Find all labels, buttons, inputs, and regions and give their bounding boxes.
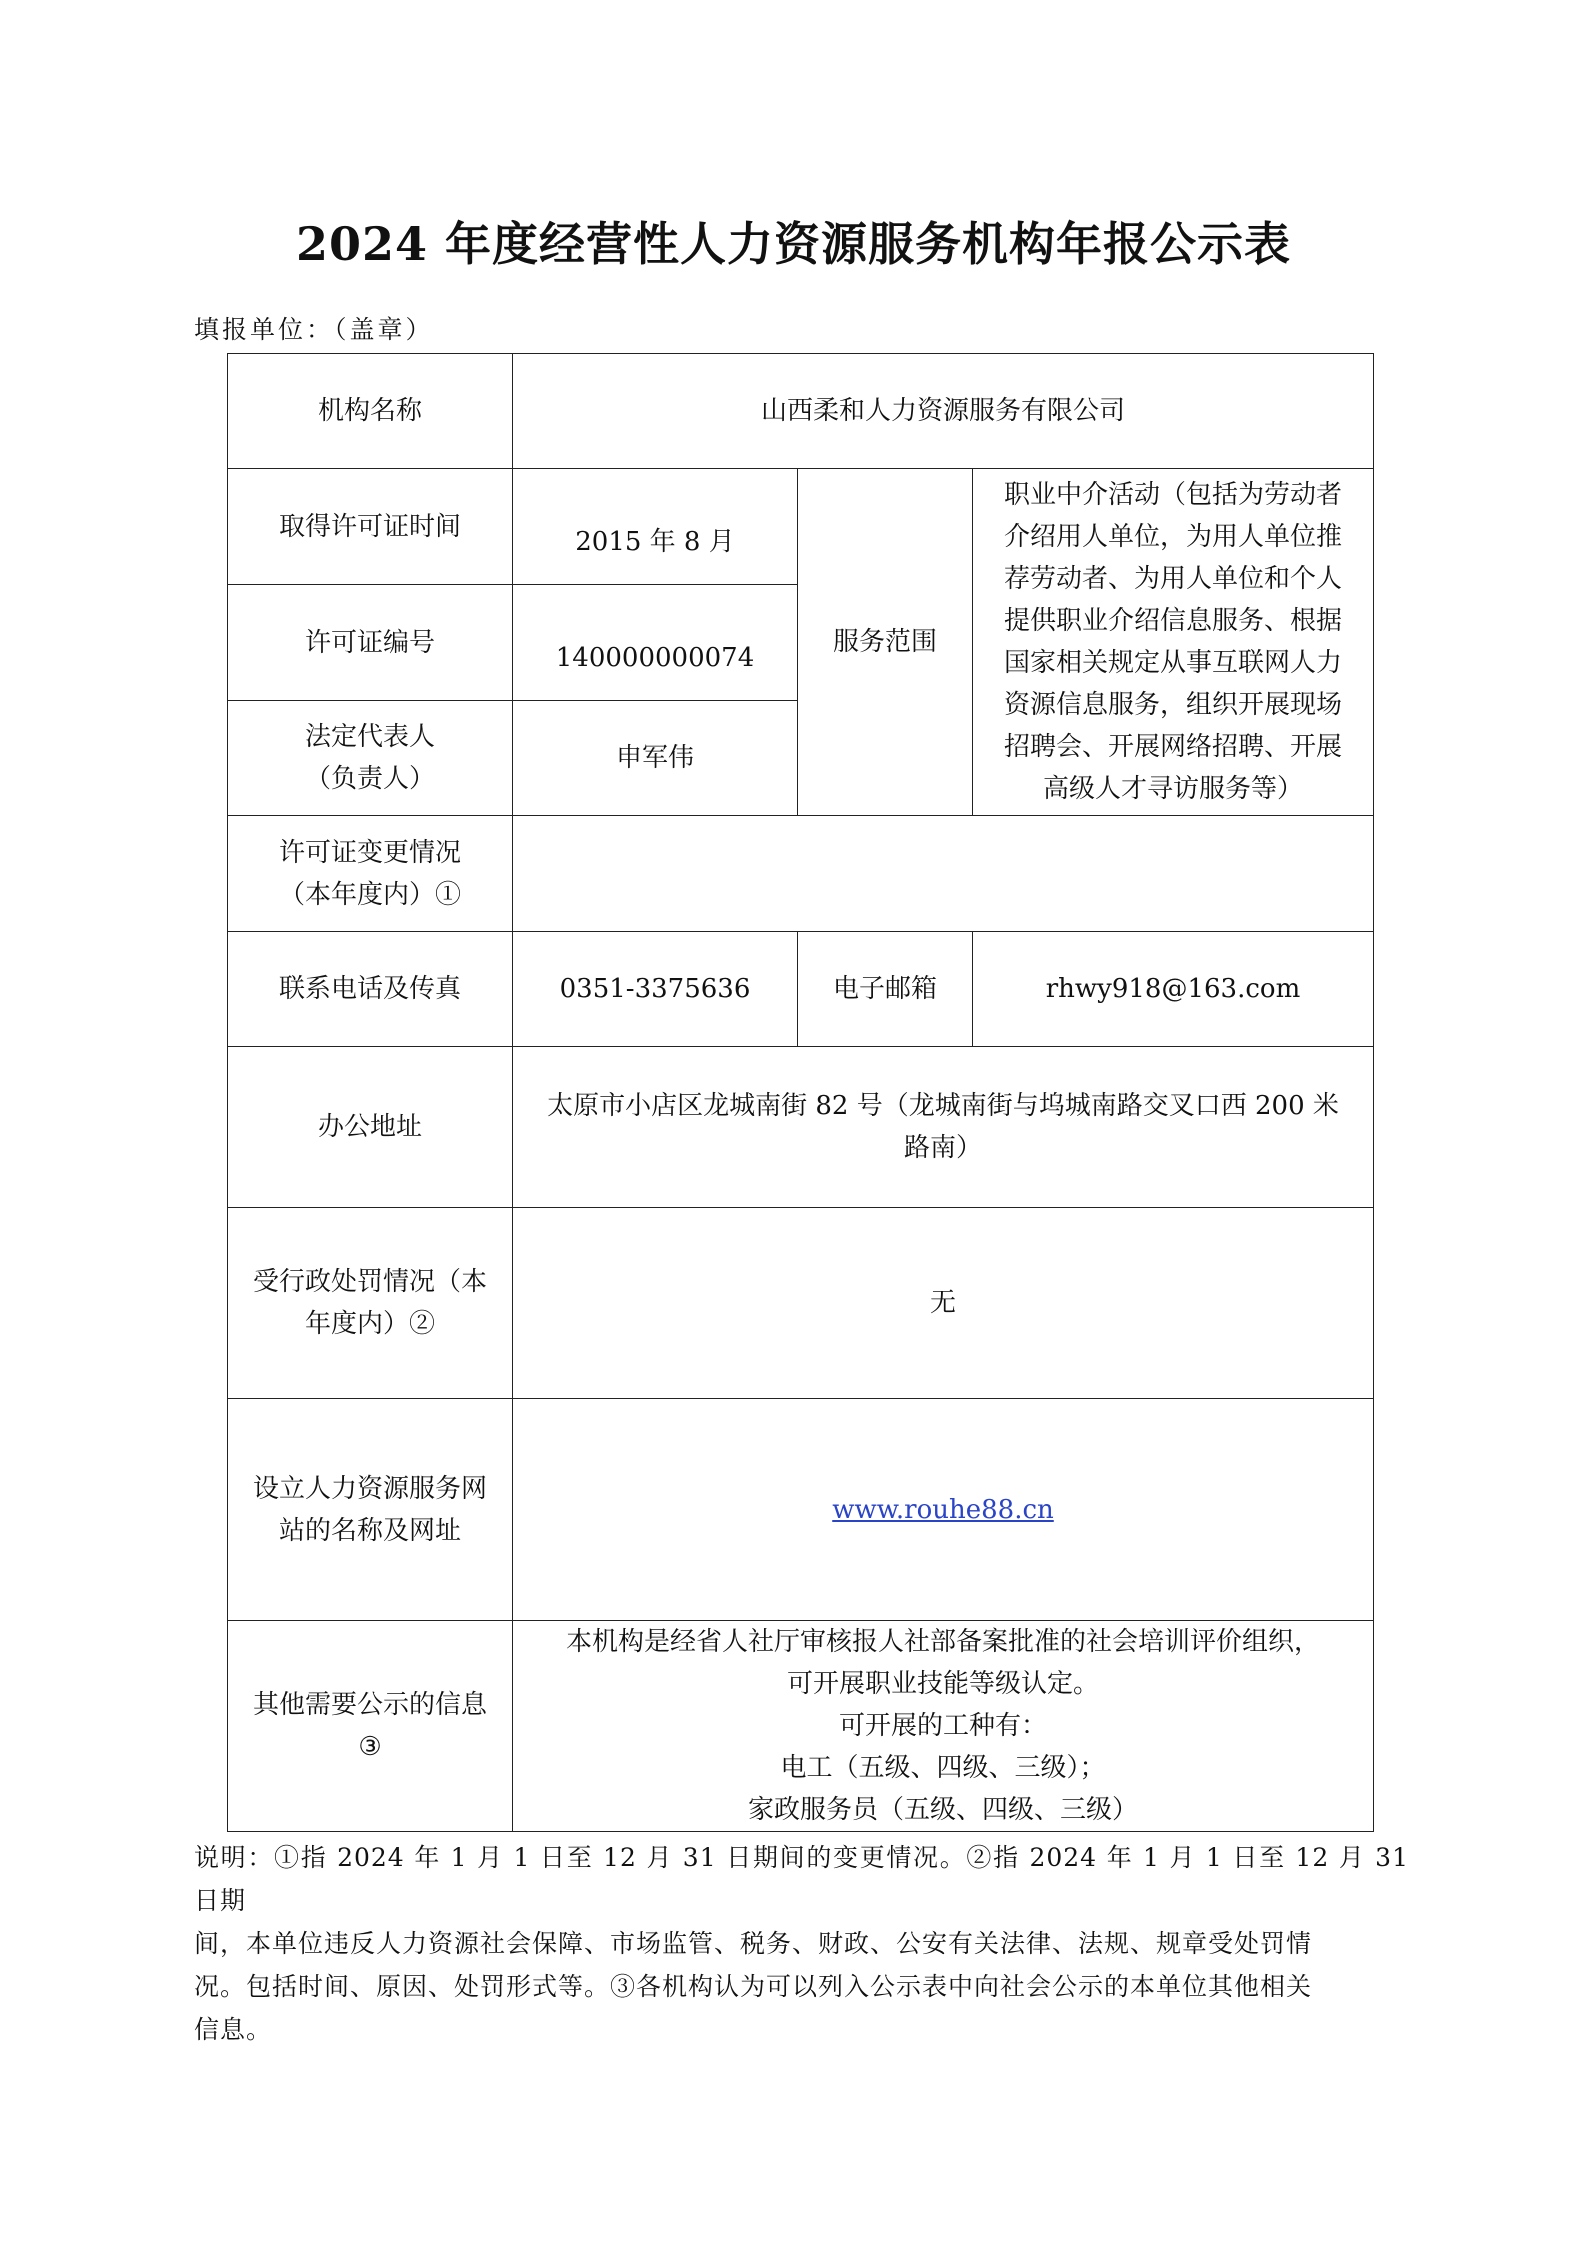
other-info-line: 本机构是经省人社厅审核报人社部备案批准的社会培训评价组织， — [565, 1627, 1320, 1657]
footnote-line: 况。包括时间、原因、处罚形式等。③各机构认为可以列入公示表中向社会公示的本单位其他相关 — [194, 1972, 1313, 2001]
row-org-name — [228, 354, 1374, 469]
row-website — [228, 1399, 1374, 1621]
address-label: 办公地址 — [228, 1047, 513, 1208]
footnote-line: 信息。 — [194, 2015, 273, 2044]
other-info-line: 家政服务员（五级、四级、三级） — [747, 1795, 1138, 1825]
license-change-label-line1: 许可证变更情况 — [278, 837, 461, 868]
scope-line: 提供职业介绍信息服务、根据 — [1003, 606, 1342, 636]
other-info-line: 可开展的工种有： — [838, 1711, 1047, 1741]
phone-value: 0351-3375636 — [513, 932, 798, 1047]
scope-line: 职业中介活动（包括为劳动者 — [1003, 480, 1342, 510]
email-value: rhwy918@163.com — [973, 932, 1374, 1047]
website-link[interactable]: www.rouhe88.cn — [832, 1494, 1054, 1525]
page-title: 2024 年度经营性人力资源服务机构年报公示表 — [295, 217, 1292, 271]
legal-rep-value: 申军伟 — [513, 701, 798, 816]
email-label: 电子邮箱 — [798, 932, 973, 1047]
website-value — [513, 1399, 1374, 1621]
scope-line: 国家相关规定从事互联网人力 — [1003, 648, 1342, 678]
footnote-line: 说明：①指 2024 年 1 月 1 日至 12 月 31 日期间的变更情况。②指 2024 年 1 月 1 日至 12 月 31 日期 — [194, 1843, 1409, 1915]
website-label-line2: 站的名称及网址 — [278, 1515, 461, 1546]
row-address — [228, 1047, 1374, 1208]
other-info-line: 电工（五级、四级、三级）； — [780, 1753, 1106, 1783]
website-label — [228, 1399, 513, 1621]
license-change-value — [513, 816, 1374, 932]
footnote-line: 间，本单位违反人力资源社会保障、市场监管、税务、财政、公安有关法律、法规、规章受处罚情 — [194, 1929, 1313, 1958]
report-table — [227, 353, 1374, 1832]
row-penalty — [228, 1208, 1374, 1399]
service-scope-value — [973, 469, 1374, 816]
address-value — [513, 1047, 1374, 1208]
penalty-label-line1: 受行政处罚情况（本 — [252, 1267, 487, 1297]
address-line1: 太原市小店区龙城南街 82 号（龙城南街与坞城南路交叉口西 200 米 — [547, 1091, 1339, 1121]
scope-line: 资源信息服务，组织开展现场 — [1003, 690, 1342, 720]
other-info-label — [228, 1621, 513, 1832]
scope-line: 招聘会、开展网络招聘、开展 — [1003, 732, 1342, 762]
license-date-value: 2015 年 8 月 — [513, 469, 798, 585]
footnote — [194, 1836, 1409, 2051]
address-line2: 路南） — [903, 1133, 982, 1163]
scope-line: 高级人才寻访服务等） — [1042, 774, 1303, 804]
website-label-line1: 设立人力资源服务网 — [252, 1473, 487, 1504]
filing-unit-label: 填报单位：（盖章） — [194, 315, 434, 344]
legal-rep-label — [228, 701, 513, 816]
org-name-value: 山西柔和人力资源服务有限公司 — [513, 354, 1374, 469]
scope-line: 介绍用人单位，为用人单位推 — [1003, 522, 1342, 552]
other-info-label-line1: 其他需要公示的信息 — [252, 1690, 487, 1720]
org-name-label: 机构名称 — [228, 354, 513, 469]
row-license-change — [228, 816, 1374, 932]
legal-rep-label-line2: （负责人） — [304, 764, 435, 794]
license-change-label — [228, 816, 513, 932]
row-contact — [228, 932, 1374, 1047]
penalty-value: 无 — [513, 1208, 1374, 1399]
other-info-label-line2: ③ — [358, 1732, 382, 1762]
other-info-line: 可开展职业技能等级认定。 — [786, 1669, 1099, 1699]
penalty-label — [228, 1208, 513, 1399]
other-info-value — [513, 1621, 1374, 1832]
row-other-info — [228, 1621, 1374, 1832]
row-license-date — [228, 469, 1374, 585]
scope-line: 荐劳动者、为用人单位和个人 — [1003, 564, 1342, 594]
license-no-label: 许可证编号 — [228, 585, 513, 701]
license-change-label-line2: （本年度内）① — [278, 879, 461, 910]
penalty-label-line2: 年度内）② — [304, 1309, 435, 1339]
legal-rep-label-line1: 法定代表人 — [304, 722, 435, 752]
contact-label: 联系电话及传真 — [228, 932, 513, 1047]
license-no-value: 140000000074 — [513, 585, 798, 701]
license-date-label: 取得许可证时间 — [228, 469, 513, 585]
service-scope-label: 服务范围 — [798, 469, 973, 816]
